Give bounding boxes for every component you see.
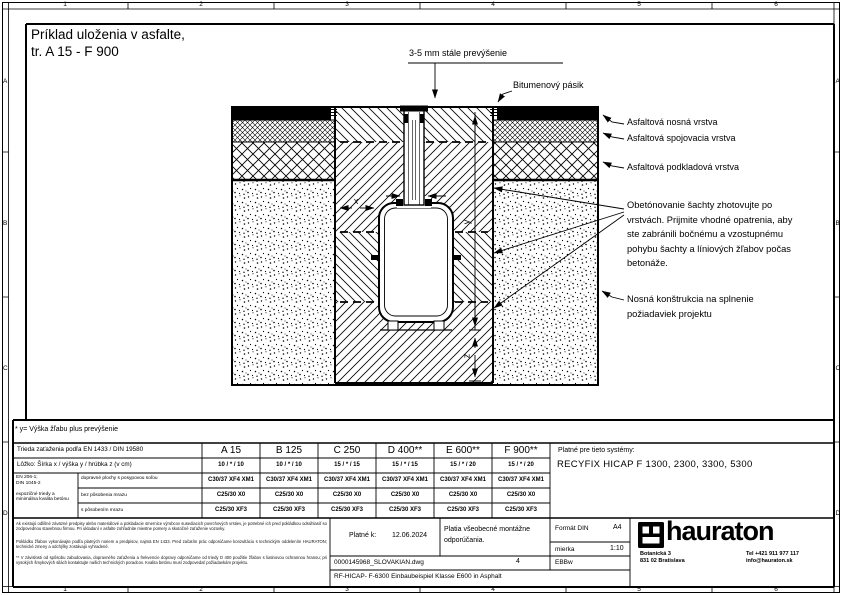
- ruler-row-c: C: [3, 365, 8, 372]
- ruler-row-b-r: B: [835, 220, 840, 227]
- concrete-value: C25/30 XF3: [504, 507, 538, 513]
- ruler-col-5b: 5: [637, 586, 641, 593]
- concrete-value: C25/30 XF3: [272, 507, 306, 513]
- ruler-col-3b: 3: [345, 586, 349, 593]
- concrete-value: C25/30 X0: [448, 492, 478, 498]
- systems-label: Platné pre tieto systémy:: [558, 447, 635, 454]
- class-header: F 900**: [504, 445, 538, 456]
- ruler-col-6b: 6: [774, 586, 778, 593]
- ruler-row-a-r: A: [835, 78, 840, 85]
- address-line-2: 831 02 Bratislava: [640, 558, 685, 564]
- phone-number: Tel +421 911 977 117: [746, 551, 799, 557]
- concrete-value: C30/37 XF4 XM1: [497, 477, 545, 483]
- format-label: Formát DIN: [555, 525, 589, 532]
- annotation-overheight: 3-5 mm stále prevýšenie: [409, 48, 508, 58]
- annotation-asphalt-layer-3: Asfaltová podkladová vrstva: [627, 162, 740, 172]
- ruler-col-1: 1: [63, 1, 67, 8]
- concrete-value: C25/30 X0: [274, 492, 304, 498]
- concrete-value: C25/30 XF3: [388, 507, 422, 513]
- page-title-line2: tr. A 15 - F 900: [31, 44, 119, 59]
- annotation-asphalt-layer-1: Asfaltová nosná vrstva: [627, 117, 718, 127]
- disclaimer-paragraph-2: Pokládku žľabov vykonávajte podľa platných noriem a predpisov, najmä EN 1433. Pred začatím prác odporúčame konzultáciu s technickým oddelením HAURATON; technické zmeny a odchýlky zostávajú vyhradené.: [16, 539, 327, 550]
- filename: 0000145968_SLOVAKIAN.dwg: [334, 558, 424, 566]
- concrete-value: C30/37 XF4 XM1: [381, 477, 429, 483]
- ruler-row-d-r: D: [835, 510, 841, 517]
- concrete-value: C30/37 XF4 XM1: [207, 477, 255, 483]
- ruler-col-4: 4: [491, 1, 495, 8]
- mounting-note: Platia všeobecné montážne odporúčania.: [444, 526, 530, 544]
- table-concrete-row-label-2: bez pôsobenia mrazu: [81, 493, 127, 498]
- ruler-row-b: B: [3, 220, 8, 227]
- concrete-value: C25/30 X0: [390, 492, 420, 498]
- address-line-1: Botanická 3: [640, 551, 671, 557]
- valid-date-label: Platné k:: [349, 532, 377, 539]
- table-concrete-std-2: DIN 1045-2: [16, 481, 41, 486]
- ruler-row-d: D: [3, 510, 8, 517]
- ruler-row-a: A: [3, 78, 8, 85]
- class-header: C 250: [333, 445, 361, 456]
- annotation-structure-note: Nosná konštrukcia na splnenie požiadaviek projektu: [627, 294, 754, 319]
- valid-date-value: 12.06.2024: [392, 532, 428, 539]
- email-address: info@hauraton.sk: [746, 558, 793, 564]
- hauraton-wordmark: hauraton: [666, 516, 774, 546]
- concrete-value: C25/30 XF3: [446, 507, 480, 513]
- class-header: B 125: [275, 445, 303, 456]
- concrete-value: C25/30 XF3: [214, 507, 248, 513]
- cross-section: [232, 63, 624, 385]
- concrete-value: C30/37 XF4 XM1: [439, 477, 487, 483]
- drawing-footnote: * y= Výška žľabu plus prevýšenie: [15, 426, 119, 433]
- systems-value: RECYFIX HICAP F 1300, 2300, 3300, 5300: [557, 459, 753, 470]
- ruler-row-c-r: C: [835, 365, 841, 372]
- concrete-value: C25/30 X0: [332, 492, 362, 498]
- ruler-col-3: 3: [345, 1, 349, 8]
- annotation-asphalt-layer-2: Asfaltová spojovacia vrstva: [627, 133, 736, 143]
- dim-y-label: y: [461, 219, 472, 225]
- ruler-col-1b: 1: [63, 586, 67, 593]
- concrete-value: C30/37 XF4 XM1: [323, 477, 371, 483]
- bedding-value: 15 / * / 15: [334, 462, 360, 468]
- table-concrete-row-label-1: dopravné plochy s posypovou soľou: [81, 476, 158, 481]
- sheet-number: 4: [516, 558, 520, 565]
- concrete-value: C25/30 X0: [216, 492, 246, 498]
- bedding-value: 10 / * / 10: [218, 462, 244, 468]
- table-bedding-label: Lôžko: Šírka x / výška y / hrúbka z (v cm): [17, 460, 132, 468]
- disclaimer-paragraph-3: ** V závislosti od spôsobu zabudovania, dopravného zaťaženia a frekvencie dopravy odporúčame od triedy D 400 použitie žľabov s liatinovou ochrannou hranou; pri vysokých šmykových silách kontaktujte našich technických poradcov. Kvalita betónu musí zodpovedať požiadavkám projektu.: [16, 555, 327, 566]
- class-header: E 600**: [446, 445, 480, 456]
- bedding-value: 15 / * / 15: [392, 462, 418, 468]
- page-title-line1: Príklad uloženia v asfalte,: [31, 27, 185, 42]
- ruler-col-4b: 4: [491, 586, 495, 593]
- concrete-value: C25/30 X0: [506, 492, 536, 498]
- table-concrete-row-label-3: s pôsobením mrazu: [81, 508, 124, 513]
- annotation-bitumen-strip: Bitumenový pásik: [513, 80, 584, 90]
- dim-x-label: x: [353, 196, 359, 206]
- table-concrete-std-1: EN 206-1;: [16, 475, 38, 480]
- document-title: RF-HICAP- F-6300 Einbaubeispiel Klasse E600 in Asphalt: [334, 573, 502, 580]
- table-load-class-label: Trieda zaťaženia podľa EN 1433 / DIN 19580: [17, 445, 144, 453]
- annotation-encasement-note: Obetónovanie šachty zhotovujte po vrstvách. Prijmite vhodné opatrenia, aby ste zabránili bočnému a vzostupnému pohybu šachty a líniových žľabov počas betonáže.: [627, 200, 793, 268]
- concrete-value: C30/37 XF4 XM1: [265, 477, 313, 483]
- ruler-col-5: 5: [637, 1, 641, 8]
- bedding-value: 10 / * / 10: [276, 462, 302, 468]
- format-value: A4: [613, 524, 622, 531]
- ruler-col-6: 6: [774, 1, 778, 8]
- scale-label: mierka: [555, 546, 575, 553]
- dim-z-label: z: [461, 353, 472, 359]
- concrete-value: C25/30 XF3: [330, 507, 364, 513]
- disclaimer-paragraph-1: Ak existujú odlišné záväzné predpisy alebo materiálové a pokladacie smernice výrobcov susediacich povrchových vrstiev, je potrebné ich pred pokládkou odsúhlasiť so zodpovednou stavebnou firmou. Pri ukladaní v asfalte zohľadnite miestne pomery a skutočné zaťaženie vozovky.: [16, 521, 327, 532]
- shaft: [371, 196, 461, 330]
- scale-value: 1:10: [610, 545, 624, 552]
- ruler-col-2b: 2: [199, 586, 203, 593]
- class-header: D 400**: [387, 445, 423, 456]
- editor-initials: EBBw: [555, 558, 573, 566]
- bedding-value: 15 / * / 20: [450, 462, 476, 468]
- ruler-col-2: 2: [199, 1, 203, 8]
- bedding-value: 15 / * / 20: [508, 462, 534, 468]
- class-header: A 15: [220, 445, 242, 456]
- table-concrete-std-note: expozičné triedy a minimálna kvalita betónu: [16, 492, 69, 503]
